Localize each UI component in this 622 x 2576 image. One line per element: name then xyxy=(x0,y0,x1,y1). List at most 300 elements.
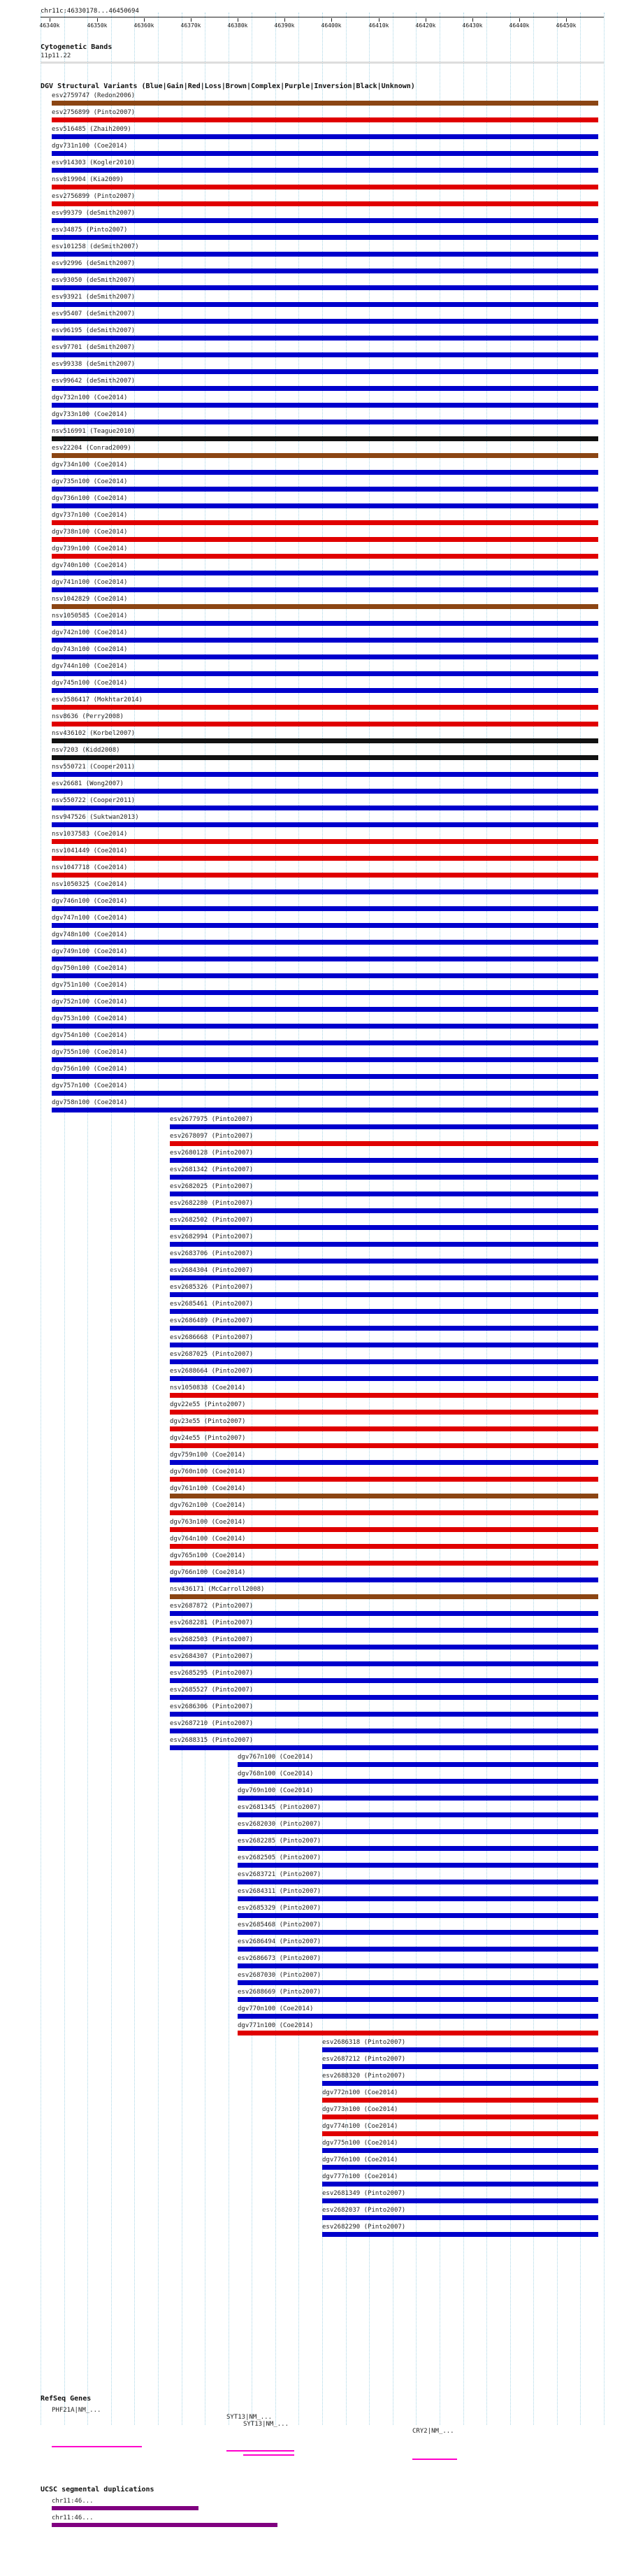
dgv-feature-bar[interactable] xyxy=(170,1477,598,1482)
dgv-feature-label[interactable]: dgv748n100 (Coe2014) xyxy=(52,931,128,938)
dgv-feature-label[interactable]: nsv550722 (Cooper2011) xyxy=(52,797,136,804)
dgv-feature-label[interactable]: esv2682280 (Pinto2007) xyxy=(170,1200,254,1207)
dgv-feature-label[interactable]: esv2682030 (Pinto2007) xyxy=(238,1821,321,1828)
dgv-feature-label[interactable]: esv2687025 (Pinto2007) xyxy=(170,1351,254,1358)
dgv-feature-label[interactable]: esv2686494 (Pinto2007) xyxy=(238,1938,321,1945)
dgv-feature-label[interactable]: esv2682994 (Pinto2007) xyxy=(170,1233,254,1240)
dgv-feature-label[interactable]: esv93921 (deSmith2007) xyxy=(52,294,136,301)
ruler-tick-label: 46340k xyxy=(39,22,60,29)
dgv-feature-bar[interactable] xyxy=(170,1292,598,1297)
dgv-feature-label[interactable]: esv2756899 (Pinto2007) xyxy=(52,109,136,116)
dgv-feature-label[interactable]: dgv771n100 (Coe2014) xyxy=(238,2022,314,2029)
dgv-feature-label[interactable]: dgv765n100 (Coe2014) xyxy=(170,1552,246,1559)
dgv-feature-bar[interactable] xyxy=(52,856,598,861)
grid-line xyxy=(416,13,417,2425)
dgv-feature-bar[interactable] xyxy=(52,806,598,810)
dgv-feature-label[interactable]: nsv1050585 (Coe2014) xyxy=(52,613,128,620)
dgv-feature-bar[interactable] xyxy=(52,470,598,475)
dgv-feature-label[interactable]: dgv743n100 (Coe2014) xyxy=(52,646,128,653)
dgv-feature-label[interactable]: nsv516991 (Teague2010) xyxy=(52,428,136,435)
dgv-feature-label[interactable]: dgv733n100 (Coe2014) xyxy=(52,411,128,418)
dgv-feature-label[interactable]: dgv773n100 (Coe2014) xyxy=(322,2106,398,2113)
dgv-feature-label[interactable]: esv2680128 (Pinto2007) xyxy=(170,1150,254,1157)
dgv-feature-label[interactable]: dgv777n100 (Coe2014) xyxy=(322,2173,398,2180)
dgv-feature-label[interactable]: dgv732n100 (Coe2014) xyxy=(52,394,128,401)
dgv-feature-label[interactable]: dgv731n100 (Coe2014) xyxy=(52,143,128,150)
dgv-feature-label[interactable]: esv2688315 (Pinto2007) xyxy=(170,1737,254,1744)
dgv-feature-bar[interactable] xyxy=(322,2198,598,2203)
dgv-feature-label[interactable]: esv2681345 (Pinto2007) xyxy=(238,1804,321,1811)
refseq-gene-label[interactable]: SYT13|NM_... xyxy=(226,2414,273,2421)
dgv-feature-label[interactable]: esv95407 (deSmith2007) xyxy=(52,310,136,317)
dgv-feature-bar[interactable] xyxy=(170,1510,598,1515)
dgv-feature-label[interactable]: esv2682285 (Pinto2007) xyxy=(238,1838,321,1845)
dgv-feature-label[interactable]: dgv766n100 (Coe2014) xyxy=(170,1569,246,1576)
ruler-tick xyxy=(144,18,145,22)
dgv-feature-label[interactable]: nsv1047718 (Coe2014) xyxy=(52,864,128,871)
dgv-feature-bar[interactable] xyxy=(170,1544,598,1549)
dgv-feature-label[interactable]: esv3586417 (Mokhtar2014) xyxy=(52,696,143,703)
ruler-tick-label: 46440k xyxy=(509,22,530,29)
segdup-bar[interactable] xyxy=(52,2523,277,2527)
dgv-feature-label[interactable]: esv2682290 (Pinto2007) xyxy=(322,2224,406,2231)
dgv-feature-label[interactable]: esv2685527 (Pinto2007) xyxy=(170,1687,254,1694)
grid-line xyxy=(580,13,581,2425)
dgv-feature-label[interactable]: dgv762n100 (Coe2014) xyxy=(170,1502,246,1509)
dgv-feature-label[interactable]: dgv22e55 (Pinto2007) xyxy=(170,1401,246,1408)
dgv-feature-bar[interactable] xyxy=(52,436,598,441)
dgv-feature-label[interactable]: esv2687210 (Pinto2007) xyxy=(170,1720,254,1727)
dgv-feature-label[interactable]: dgv752n100 (Coe2014) xyxy=(52,999,128,1006)
dgv-feature-label[interactable]: esv2682503 (Pinto2007) xyxy=(170,1636,254,1643)
dgv-feature-label[interactable]: dgv734n100 (Coe2014) xyxy=(52,461,128,468)
dgv-feature-bar[interactable] xyxy=(52,520,598,525)
dgv-feature-bar[interactable] xyxy=(52,755,598,760)
dgv-feature-label[interactable]: esv2687212 (Pinto2007) xyxy=(322,2056,406,2063)
dgv-feature-label[interactable]: dgv755n100 (Coe2014) xyxy=(52,1049,128,1056)
dgv-feature-label[interactable]: esv22204 (Conrad2009) xyxy=(52,445,131,452)
dgv-feature-label[interactable]: esv34875 (Pinto2007) xyxy=(52,227,128,234)
ruler-tick xyxy=(519,18,520,22)
dgv-feature-bar[interactable] xyxy=(52,386,598,391)
dgv-feature-label[interactable]: nsv819904 (Kia2009) xyxy=(52,176,124,183)
dgv-feature-label[interactable]: dgv749n100 (Coe2014) xyxy=(52,948,128,955)
dgv-feature-label[interactable]: dgv772n100 (Coe2014) xyxy=(322,2089,398,2096)
dgv-feature-label[interactable]: nsv7203 (Kidd2008) xyxy=(52,747,120,754)
dgv-feature-label[interactable]: esv2682025 (Pinto2007) xyxy=(170,1183,254,1190)
dgv-feature-label[interactable]: dgv746n100 (Coe2014) xyxy=(52,898,128,905)
dgv-feature-bar[interactable] xyxy=(52,923,598,928)
dgv-feature-bar[interactable] xyxy=(322,2115,598,2119)
dgv-feature-bar[interactable] xyxy=(170,1645,598,1650)
dgv-feature-label[interactable]: dgv760n100 (Coe2014) xyxy=(170,1468,246,1475)
dgv-feature-bar[interactable] xyxy=(52,1040,598,1045)
dgv-feature-label[interactable]: esv99642 (deSmith2007) xyxy=(52,378,136,385)
dgv-feature-bar[interactable] xyxy=(52,621,598,626)
dgv-feature-bar[interactable] xyxy=(322,2165,598,2170)
dgv-feature-bar[interactable] xyxy=(52,403,598,408)
dgv-feature-label[interactable]: dgv761n100 (Coe2014) xyxy=(170,1485,246,1492)
dgv-feature-bar[interactable] xyxy=(238,1880,598,1884)
dgv-feature-bar[interactable] xyxy=(52,822,598,827)
ruler-tick-label: 46370k xyxy=(180,22,201,29)
dgv-feature-label[interactable]: nsv1041449 (Coe2014) xyxy=(52,847,128,854)
dgv-feature-bar[interactable] xyxy=(238,1829,598,1834)
dgv-feature-bar[interactable] xyxy=(52,201,598,206)
dgv-feature-label[interactable]: dgv758n100 (Coe2014) xyxy=(52,1099,128,1106)
ruler-tick-label: 46410k xyxy=(368,22,389,29)
grid-line xyxy=(111,13,112,2425)
dgv-feature-label[interactable]: dgv759n100 (Coe2014) xyxy=(170,1452,246,1459)
dgv-feature-bar[interactable] xyxy=(52,1057,598,1062)
dgv-feature-bar[interactable] xyxy=(238,1863,598,1868)
dgv-feature-bar[interactable] xyxy=(170,1124,598,1129)
dgv-feature-label[interactable]: esv2759747 (Redon2006) xyxy=(52,92,136,99)
dgv-feature-bar[interactable] xyxy=(52,168,598,173)
dgv-feature-bar[interactable] xyxy=(52,571,598,575)
dgv-feature-label[interactable]: dgv768n100 (Coe2014) xyxy=(238,1770,314,1777)
dgv-feature-label[interactable]: nsv436102 (Korbel2007) xyxy=(52,730,136,737)
dgv-feature-bar[interactable] xyxy=(52,554,598,559)
dgv-feature-bar[interactable] xyxy=(170,1359,598,1364)
dgv-feature-label[interactable]: esv2682037 (Pinto2007) xyxy=(322,2207,406,2214)
dgv-feature-label[interactable]: dgv767n100 (Coe2014) xyxy=(238,1754,314,1761)
dgv-feature-bar[interactable] xyxy=(170,1376,598,1381)
dgv-feature-bar[interactable] xyxy=(170,1410,598,1415)
dgv-feature-bar[interactable] xyxy=(52,235,598,240)
dgv-feature-bar[interactable] xyxy=(238,1997,598,2002)
dgv-feature-bar[interactable] xyxy=(52,957,598,961)
grid-line xyxy=(298,13,299,2425)
dgv-feature-label[interactable]: dgv769n100 (Coe2014) xyxy=(238,1787,314,1794)
dgv-feature-bar[interactable] xyxy=(52,1108,598,1112)
dgv-feature-bar[interactable] xyxy=(322,2047,598,2052)
dgv-feature-label[interactable]: dgv24e55 (Pinto2007) xyxy=(170,1435,246,1442)
dgv-feature-bar[interactable] xyxy=(170,1695,598,1700)
dgv-feature-bar[interactable] xyxy=(238,2014,598,2019)
dgv-feature-bar[interactable] xyxy=(52,906,598,911)
dgv-feature-label[interactable]: nsv1037583 (Coe2014) xyxy=(52,831,128,838)
dgv-feature-bar[interactable] xyxy=(170,1208,598,1213)
ruler-tick-label: 46400k xyxy=(321,22,342,29)
dgv-feature-label[interactable]: esv2685461 (Pinto2007) xyxy=(170,1301,254,1308)
dgv-feature-bar[interactable] xyxy=(52,134,598,139)
dgv-feature-bar[interactable] xyxy=(52,336,598,341)
dgv-feature-bar[interactable] xyxy=(52,839,598,844)
dgv-feature-label[interactable]: esv2678097 (Pinto2007) xyxy=(170,1133,254,1140)
dgv-feature-bar[interactable] xyxy=(238,1779,598,1784)
dgv-feature-bar[interactable] xyxy=(170,1527,598,1532)
dgv-feature-bar[interactable] xyxy=(238,1846,598,1851)
segdup-bar[interactable] xyxy=(52,2506,198,2510)
dgv-feature-label[interactable]: dgv756n100 (Coe2014) xyxy=(52,1066,128,1073)
dgv-feature-label[interactable]: nsv947526 (Suktwan2013) xyxy=(52,814,139,821)
dgv-feature-label[interactable]: esv99379 (deSmith2007) xyxy=(52,210,136,217)
grid-line xyxy=(87,13,88,2425)
grid-line xyxy=(533,13,534,2425)
dgv-feature-label[interactable]: esv2683721 (Pinto2007) xyxy=(238,1871,321,1878)
refseq-gene-bar[interactable] xyxy=(412,2459,457,2460)
dgv-feature-bar[interactable] xyxy=(52,873,598,878)
dgv-feature-bar[interactable] xyxy=(238,1963,598,1968)
dgv-feature-bar[interactable] xyxy=(52,722,598,727)
dgv-feature-label[interactable]: esv2686318 (Pinto2007) xyxy=(322,2039,406,2046)
dgv-feature-label[interactable]: dgv23e55 (Pinto2007) xyxy=(170,1418,246,1425)
refseq-gene-label[interactable]: PHF21A|NM_... xyxy=(52,2407,101,2414)
dgv-feature-bar[interactable] xyxy=(322,2131,598,2136)
dgv-feature-label[interactable]: dgv751n100 (Coe2014) xyxy=(52,982,128,989)
dgv-feature-bar[interactable] xyxy=(238,1812,598,1817)
dgv-feature-bar[interactable] xyxy=(52,420,598,424)
dgv-feature-bar[interactable] xyxy=(170,1343,598,1347)
ruler-tick-label: 46430k xyxy=(462,22,483,29)
dgv-feature-bar[interactable] xyxy=(170,1225,598,1230)
dgv-feature-bar[interactable] xyxy=(170,1326,598,1331)
dgv-feature-bar[interactable] xyxy=(322,2232,598,2237)
dgv-feature-bar[interactable] xyxy=(322,2215,598,2220)
dgv-feature-bar[interactable] xyxy=(170,1259,598,1264)
dgv-feature-label[interactable]: dgv747n100 (Coe2014) xyxy=(52,915,128,922)
dgv-feature-label[interactable]: nsv1050838 (Coe2014) xyxy=(170,1384,246,1391)
dgv-feature-bar[interactable] xyxy=(52,218,598,223)
dgv-feature-label[interactable]: nsv550721 (Cooper2011) xyxy=(52,764,136,771)
dgv-feature-bar[interactable] xyxy=(52,1074,598,1079)
dgv-feature-label[interactable]: esv2687030 (Pinto2007) xyxy=(238,1972,321,1979)
grid-line xyxy=(510,13,511,2425)
dgv-feature-bar[interactable] xyxy=(170,1745,598,1750)
dgv-feature-bar[interactable] xyxy=(238,1947,598,1952)
dgv-feature-label[interactable]: esv101258 (deSmith2007) xyxy=(52,243,139,250)
dgv-feature-bar[interactable] xyxy=(238,1980,598,1985)
dgv-feature-bar[interactable] xyxy=(52,185,598,189)
dgv-feature-bar[interactable] xyxy=(322,2081,598,2086)
dgv-feature-label[interactable]: esv2756899 (Pinto2007) xyxy=(52,193,136,200)
ruler-tick-label: 46450k xyxy=(556,22,577,29)
dgv-feature-bar[interactable] xyxy=(170,1561,598,1566)
dgv-feature-bar[interactable] xyxy=(52,285,598,290)
dgv-feature-bar[interactable] xyxy=(238,2031,598,2035)
dgv-feature-bar[interactable] xyxy=(52,940,598,945)
dgv-feature-label[interactable]: esv2686489 (Pinto2007) xyxy=(170,1317,254,1324)
dgv-feature-bar[interactable] xyxy=(52,369,598,374)
dgv-feature-label[interactable]: nsv1042829 (Coe2014) xyxy=(52,596,128,603)
dgv-feature-label[interactable]: esv99338 (deSmith2007) xyxy=(52,361,136,368)
refseq-gene-bar[interactable] xyxy=(243,2454,294,2456)
ruler-tick xyxy=(284,18,285,22)
refseq-gene-bar[interactable] xyxy=(52,2446,142,2447)
dgv-feature-label[interactable]: esv2683706 (Pinto2007) xyxy=(170,1250,254,1257)
dgv-feature-label[interactable]: esv93050 (deSmith2007) xyxy=(52,277,136,284)
dgv-feature-bar[interactable] xyxy=(322,2098,598,2103)
dgv-feature-bar[interactable] xyxy=(170,1426,598,1431)
dgv-feature-bar[interactable] xyxy=(52,973,598,978)
dgv-feature-bar[interactable] xyxy=(322,2182,598,2187)
ruler-tick xyxy=(566,18,567,22)
dgv-feature-bar[interactable] xyxy=(238,1896,598,1901)
dgv-feature-label[interactable]: esv2682502 (Pinto2007) xyxy=(170,1217,254,1224)
dgv-feature-bar[interactable] xyxy=(170,1175,598,1180)
dgv-feature-label[interactable]: dgv774n100 (Coe2014) xyxy=(322,2123,398,2130)
dgv-feature-label[interactable]: esv2681349 (Pinto2007) xyxy=(322,2190,406,2197)
dgv-feature-bar[interactable] xyxy=(52,537,598,542)
ruler-tick-label: 46350k xyxy=(87,22,108,29)
dgv-feature-label[interactable]: dgv738n100 (Coe2014) xyxy=(52,529,128,536)
dgv-feature-bar[interactable] xyxy=(170,1577,598,1582)
dgv-feature-label[interactable]: nsv436171 (McCarroll2008) xyxy=(170,1586,265,1593)
dgv-feature-label[interactable]: esv97701 (deSmith2007) xyxy=(52,344,136,351)
dgv-feature-bar[interactable] xyxy=(170,1729,598,1733)
dgv-feature-bar[interactable] xyxy=(170,1393,598,1398)
dgv-feature-bar[interactable] xyxy=(52,889,598,894)
dgv-feature-label[interactable]: esv2681342 (Pinto2007) xyxy=(170,1166,254,1173)
dgv-feature-bar[interactable] xyxy=(170,1158,598,1163)
dgv-feature-label[interactable]: esv2685468 (Pinto2007) xyxy=(238,1922,321,1929)
dgv-feature-bar[interactable] xyxy=(322,2148,598,2153)
dgv-feature-bar[interactable] xyxy=(238,1913,598,1918)
dgv-feature-bar[interactable] xyxy=(52,302,598,307)
dgv-feature-bar[interactable] xyxy=(52,101,598,106)
dgv-feature-label[interactable]: dgv742n100 (Coe2014) xyxy=(52,629,128,636)
dgv-feature-bar[interactable] xyxy=(52,604,598,609)
dgv-feature-bar[interactable] xyxy=(170,1192,598,1196)
position-readout: chr11c:46330178...46450694 xyxy=(41,8,139,15)
dgv-feature-label[interactable]: esv92996 (deSmith2007) xyxy=(52,260,136,267)
dgv-feature-bar[interactable] xyxy=(52,151,598,156)
dgv-feature-bar[interactable] xyxy=(170,1141,598,1146)
dgv-feature-bar[interactable] xyxy=(170,1309,598,1314)
dgv-feature-bar[interactable] xyxy=(52,252,598,257)
ruler-tick xyxy=(97,18,98,22)
grid-line xyxy=(557,13,558,2425)
dgv-feature-label[interactable]: esv2682281 (Pinto2007) xyxy=(170,1619,254,1626)
dgv-feature-bar[interactable] xyxy=(170,1628,598,1633)
dgv-feature-label[interactable]: esv2686668 (Pinto2007) xyxy=(170,1334,254,1341)
dgv-feature-bar[interactable] xyxy=(52,654,598,659)
dgv-feature-bar[interactable] xyxy=(170,1611,598,1616)
grid-line xyxy=(604,13,605,2425)
refseq-gene-label[interactable]: CRY2|NM_... xyxy=(412,2428,454,2435)
dgv-feature-bar[interactable] xyxy=(52,269,598,273)
dgv-feature-bar[interactable] xyxy=(170,1678,598,1683)
dgv-feature-label[interactable]: esv26681 (Wong2007) xyxy=(52,780,124,787)
dgv-feature-bar[interactable] xyxy=(52,453,598,458)
dgv-feature-bar[interactable] xyxy=(52,789,598,794)
dgv-feature-bar[interactable] xyxy=(52,772,598,777)
dgv-feature-bar[interactable] xyxy=(52,587,598,592)
dgv-feature-label[interactable]: esv2688664 (Pinto2007) xyxy=(170,1368,254,1375)
dgv-feature-bar[interactable] xyxy=(52,117,598,122)
segdup-title: UCSC segmental duplications xyxy=(41,2486,154,2493)
dgv-feature-label[interactable]: esv2686673 (Pinto2007) xyxy=(238,1955,321,1962)
grid-line xyxy=(463,13,464,2425)
dgv-feature-label[interactable]: dgv741n100 (Coe2014) xyxy=(52,579,128,586)
dgv-feature-label[interactable]: esv2684304 (Pinto2007) xyxy=(170,1267,254,1274)
dgv-feature-label[interactable]: dgv754n100 (Coe2014) xyxy=(52,1032,128,1039)
ruler-tick xyxy=(331,18,332,22)
dgv-feature-bar[interactable] xyxy=(170,1242,598,1247)
dgv-feature-label[interactable]: esv2684311 (Pinto2007) xyxy=(238,1888,321,1895)
dgv-feature-label[interactable]: dgv740n100 (Coe2014) xyxy=(52,562,128,569)
dgv-feature-bar[interactable] xyxy=(52,688,598,693)
dgv-feature-bar[interactable] xyxy=(52,1091,598,1096)
segdup-label[interactable]: chr11:46... xyxy=(52,2514,94,2521)
dgv-feature-bar[interactable] xyxy=(52,487,598,492)
dgv-feature-label[interactable]: esv516485 (Zhaih2009) xyxy=(52,126,131,133)
ruler-tick-label: 46420k xyxy=(415,22,436,29)
dgv-feature-bar[interactable] xyxy=(170,1443,598,1448)
dgv-feature-bar[interactable] xyxy=(52,990,598,995)
dgv-feature-label[interactable]: dgv763n100 (Coe2014) xyxy=(170,1519,246,1526)
dgv-feature-label[interactable]: esv2687872 (Pinto2007) xyxy=(170,1603,254,1610)
segdup-label[interactable]: chr11:46... xyxy=(52,2498,94,2505)
dgv-feature-label[interactable]: dgv753n100 (Coe2014) xyxy=(52,1015,128,1022)
refseq-gene-label[interactable]: SYT13|NM_... xyxy=(243,2421,289,2428)
dgv-feature-label[interactable]: dgv739n100 (Coe2014) xyxy=(52,545,128,552)
dgv-feature-bar[interactable] xyxy=(52,1024,598,1029)
grid-line xyxy=(158,13,159,2425)
dgv-feature-label[interactable]: dgv770n100 (Coe2014) xyxy=(238,2005,314,2012)
dgv-feature-bar[interactable] xyxy=(170,1494,598,1498)
cyto-band-bar xyxy=(41,62,604,64)
dgv-feature-bar[interactable] xyxy=(52,705,598,710)
ruler-tick-label: 46360k xyxy=(133,22,154,29)
dgv-feature-bar[interactable] xyxy=(238,1762,598,1767)
dgv-feature-label[interactable]: esv2684307 (Pinto2007) xyxy=(170,1653,254,1660)
dgv-feature-label[interactable]: dgv764n100 (Coe2014) xyxy=(170,1536,246,1543)
dgv-feature-label[interactable]: dgv736n100 (Coe2014) xyxy=(52,495,128,502)
dgv-feature-bar[interactable] xyxy=(238,1930,598,1935)
dgv-feature-label[interactable]: dgv737n100 (Coe2014) xyxy=(52,512,128,519)
dgv-feature-label[interactable]: esv96195 (deSmith2007) xyxy=(52,327,136,334)
dgv-feature-label[interactable]: esv2677975 (Pinto2007) xyxy=(170,1116,254,1123)
dgv-feature-bar[interactable] xyxy=(170,1661,598,1666)
dgv-feature-label[interactable]: dgv744n100 (Coe2014) xyxy=(52,663,128,670)
dgv-feature-bar[interactable] xyxy=(52,319,598,324)
refseq-gene-bar[interactable] xyxy=(226,2450,294,2452)
dgv-feature-label[interactable]: esv2686306 (Pinto2007) xyxy=(170,1703,254,1710)
dgv-feature-bar[interactable] xyxy=(52,352,598,357)
dgv-feature-label[interactable]: nsv1050325 (Coe2014) xyxy=(52,881,128,888)
dgv-feature-bar[interactable] xyxy=(52,503,598,508)
dgv-feature-label[interactable]: esv2685329 (Pinto2007) xyxy=(238,1905,321,1912)
dgv-feature-bar[interactable] xyxy=(322,2064,598,2069)
dgv-feature-label[interactable]: esv2688669 (Pinto2007) xyxy=(238,1989,321,1996)
dgv-feature-bar[interactable] xyxy=(170,1712,598,1717)
dgv-feature-bar[interactable] xyxy=(52,1007,598,1012)
dgv-feature-label[interactable]: dgv757n100 (Coe2014) xyxy=(52,1082,128,1089)
ruler-tick xyxy=(472,18,473,22)
dgv-feature-label[interactable]: dgv745n100 (Coe2014) xyxy=(52,680,128,687)
dgv-feature-label[interactable]: dgv775n100 (Coe2014) xyxy=(322,2140,398,2147)
dgv-feature-bar[interactable] xyxy=(52,738,598,743)
dgv-feature-bar[interactable] xyxy=(170,1275,598,1280)
dgv-feature-label[interactable]: esv914303 (Kogler2010) xyxy=(52,159,136,166)
dgv-feature-label[interactable]: dgv735n100 (Coe2014) xyxy=(52,478,128,485)
grid-line xyxy=(134,13,135,2425)
dgv-feature-label[interactable]: nsv8636 (Perry2008) xyxy=(52,713,124,720)
dgv-feature-bar[interactable] xyxy=(238,1796,598,1801)
dgv-feature-label[interactable]: esv2688320 (Pinto2007) xyxy=(322,2073,406,2080)
dgv-feature-label[interactable]: esv2682505 (Pinto2007) xyxy=(238,1854,321,1861)
dgv-feature-label[interactable]: dgv750n100 (Coe2014) xyxy=(52,965,128,972)
dgv-feature-label[interactable]: esv2685295 (Pinto2007) xyxy=(170,1670,254,1677)
dgv-feature-bar[interactable] xyxy=(170,1594,598,1599)
dgv-feature-bar[interactable] xyxy=(52,671,598,676)
dgv-feature-label[interactable]: esv2685326 (Pinto2007) xyxy=(170,1284,254,1291)
dgv-feature-label[interactable]: dgv776n100 (Coe2014) xyxy=(322,2156,398,2163)
dgv-feature-bar[interactable] xyxy=(170,1460,598,1465)
dgv-feature-bar[interactable] xyxy=(52,638,598,643)
